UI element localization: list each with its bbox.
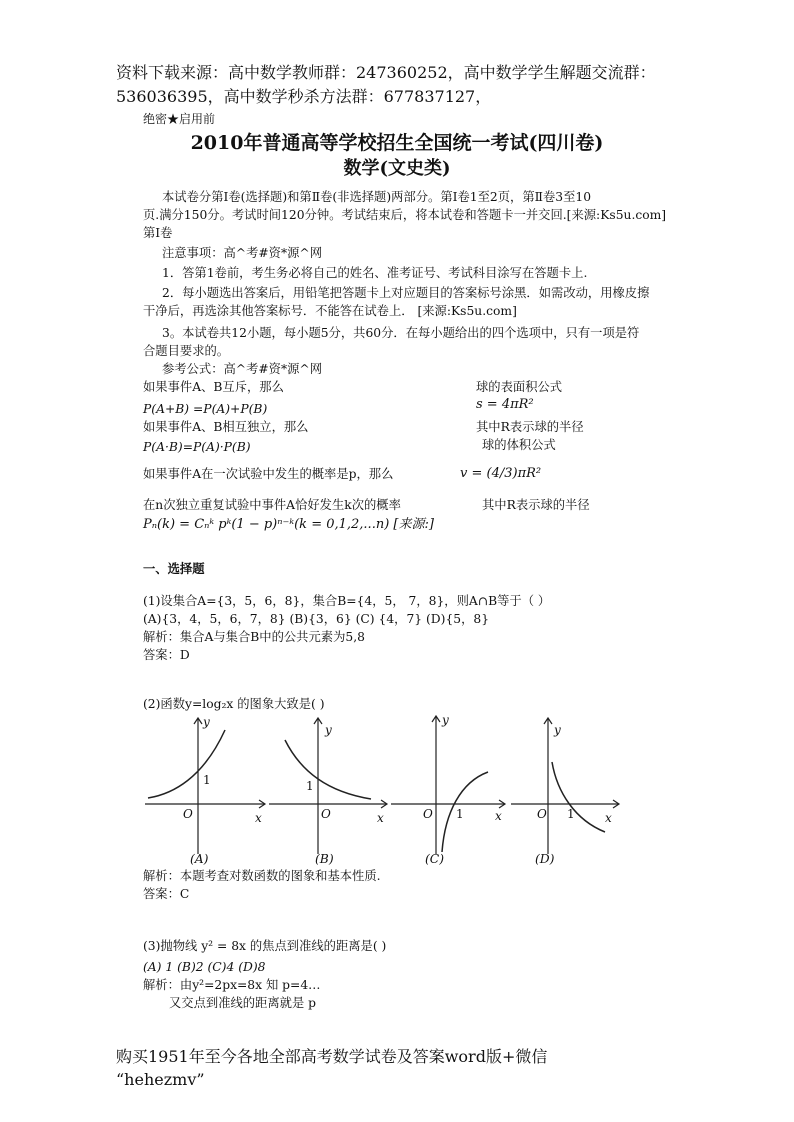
graph-d-origin: O [537, 807, 547, 821]
formula-title: 参考公式：高^考#资*源^网 [162, 362, 323, 376]
intro-line-2: 页.满分150分。考试时间120分钟。考试结束后，将本试卷和答题卡一并交回.[来源:Ks5u.com] [143, 208, 667, 222]
graph-b [269, 718, 387, 854]
formula-l5-left: 如果事件A在一次试验中发生的概率是p，那么 [143, 467, 394, 481]
note-2b: 干净后，再选涂其他答案标号．不能答在试卷上． [来源:Ks5u.com] [143, 304, 517, 318]
q1-answer: 答案：D [143, 648, 190, 662]
graph-c-x-label: x [495, 809, 502, 823]
graph-label-d: (D) [535, 852, 555, 866]
graph-label-a: (A) [190, 852, 209, 866]
q3-analysis-2: 又交点到准线的距离就是 p [169, 996, 317, 1010]
log-graphs-figure [143, 712, 623, 864]
q3-analysis: 解析：由y²=2px=8x 知 p=4… [143, 978, 321, 992]
formula-l5-right: v = (4/3)πR² [460, 466, 542, 481]
header-line-1: 资料下载来源：高中数学教师群：247360252，高中数学学生解题交流群： [116, 63, 656, 82]
graph-a-origin: O [183, 807, 193, 821]
graph-b-curve [285, 740, 371, 799]
page-title: 2010年普通高等学校招生全国统一考试(四川卷) [190, 132, 604, 154]
graph-c-y-label: y [442, 713, 449, 727]
formula-l7: Pₙ(k) = Cₙᵏ pᵏ(1 − p)ⁿ⁻ᵏ(k = 0,1,2,...n) [来源:] [143, 517, 434, 532]
graph-label-c: (C) [425, 852, 445, 866]
q1-analysis: 解析：集合A与集合B中的公共元素为5,8 [143, 630, 365, 644]
graph-label-b: (B) [315, 852, 334, 866]
secret-mark: 绝密★启用前 [143, 112, 216, 126]
section-heading: 一、选择题 [143, 561, 205, 576]
graph-b-origin: O [321, 807, 331, 821]
formula-l1-right: 球的表面积公式 [476, 380, 563, 394]
q2-answer: 答案：C [143, 887, 190, 901]
page-subtitle: 数学(文史类) [343, 158, 451, 179]
graph-a-one: 1 [203, 773, 211, 787]
formula-l6-left: 在n次独立重复试验中事件A恰好发生k次的概率 [143, 498, 401, 512]
graph-b-one: 1 [306, 779, 314, 793]
q2-analysis: 解析：本题考查对数函数的图象和基本性质. [143, 869, 381, 883]
note-3a: 3。本试卷共12小题，每小题5分，共60分．在每小题给出的四个选项中，只有一项是符 [162, 326, 640, 340]
graph-d-x-label: x [605, 811, 612, 825]
formula-l4-right: 球的体积公式 [482, 438, 556, 452]
header-line-2: 536036395，高中数学秒杀方法群：677837127， [116, 87, 492, 106]
intro-line-3: 第Ⅰ卷 [143, 226, 173, 240]
formula-l2-right: s = 4πR² [476, 397, 534, 412]
graph-d-curve [552, 762, 605, 832]
formula-l1-left: 如果事件A、B互斥，那么 [143, 380, 284, 394]
q1-options: (A){3，4，5，6，7，8} (B){3，6} (C) {4，7} (D){5，8} [143, 612, 490, 626]
footer-line-2: “hehezmv” [116, 1070, 205, 1089]
graph-a-x-label: x [255, 811, 262, 825]
graph-d-one: 1 [567, 807, 575, 821]
formula-l3-left: 如果事件A、B相互独立，那么 [143, 420, 309, 434]
formula-l2-left: P(A+B) =P(A)+P(B) [143, 402, 268, 416]
graph-d [511, 718, 619, 854]
q2-stem: (2)函数y=log₂x 的图象大致是( ) [143, 697, 325, 711]
q2-graphs [143, 712, 623, 864]
graph-d-y-label: y [554, 723, 561, 737]
intro-line-4: 注意事项：高^考#资*源^网 [162, 246, 323, 260]
formula-l4-left: P(A·B)=P(A)·P(B) [143, 440, 251, 454]
graph-c [391, 716, 505, 854]
intro-line-1: 本试卷分第Ⅰ卷(选择题)和第Ⅱ卷(非选择题)两部分。第Ⅰ卷1至2页，第Ⅱ卷3至10 [162, 190, 592, 204]
graph-c-one: 1 [456, 807, 464, 821]
graph-c-curve [442, 772, 488, 852]
formula-l3-right: 其中R表示球的半径 [476, 420, 584, 434]
footer-line-1: 购买1951年至今各地全部高考数学试卷及答案word版+微信 [116, 1047, 548, 1066]
q1-stem: (1)设集合A={3，5，6，8}，集合B={4，5， 7，8}，则A∩B等于（ ） [143, 594, 551, 608]
graph-a-curve [148, 730, 225, 798]
graph-a-y-label: y [203, 715, 210, 729]
note-3b: 合题目要求的。 [143, 344, 230, 358]
q3-options: (A) 1 (B)2 (C)4 (D)8 [143, 960, 266, 974]
graph-c-origin: O [423, 807, 433, 821]
formula-l6-right: 其中R表示球的半径 [482, 498, 590, 512]
q3-stem: (3)抛物线 y² = 8x 的焦点到准线的距离是( ) [143, 939, 387, 953]
graph-b-y-label: y [325, 723, 332, 737]
note-2a: 2．每小题选出答案后，用铅笔把答题卡上对应题目的答案标号涂黑．如需改动，用橡皮擦 [162, 286, 650, 300]
graph-b-x-label: x [377, 811, 384, 825]
note-1: 1．答第1卷前，考生务必将自己的姓名、准考证号、考试科目涂写在答题卡上. [162, 266, 588, 280]
